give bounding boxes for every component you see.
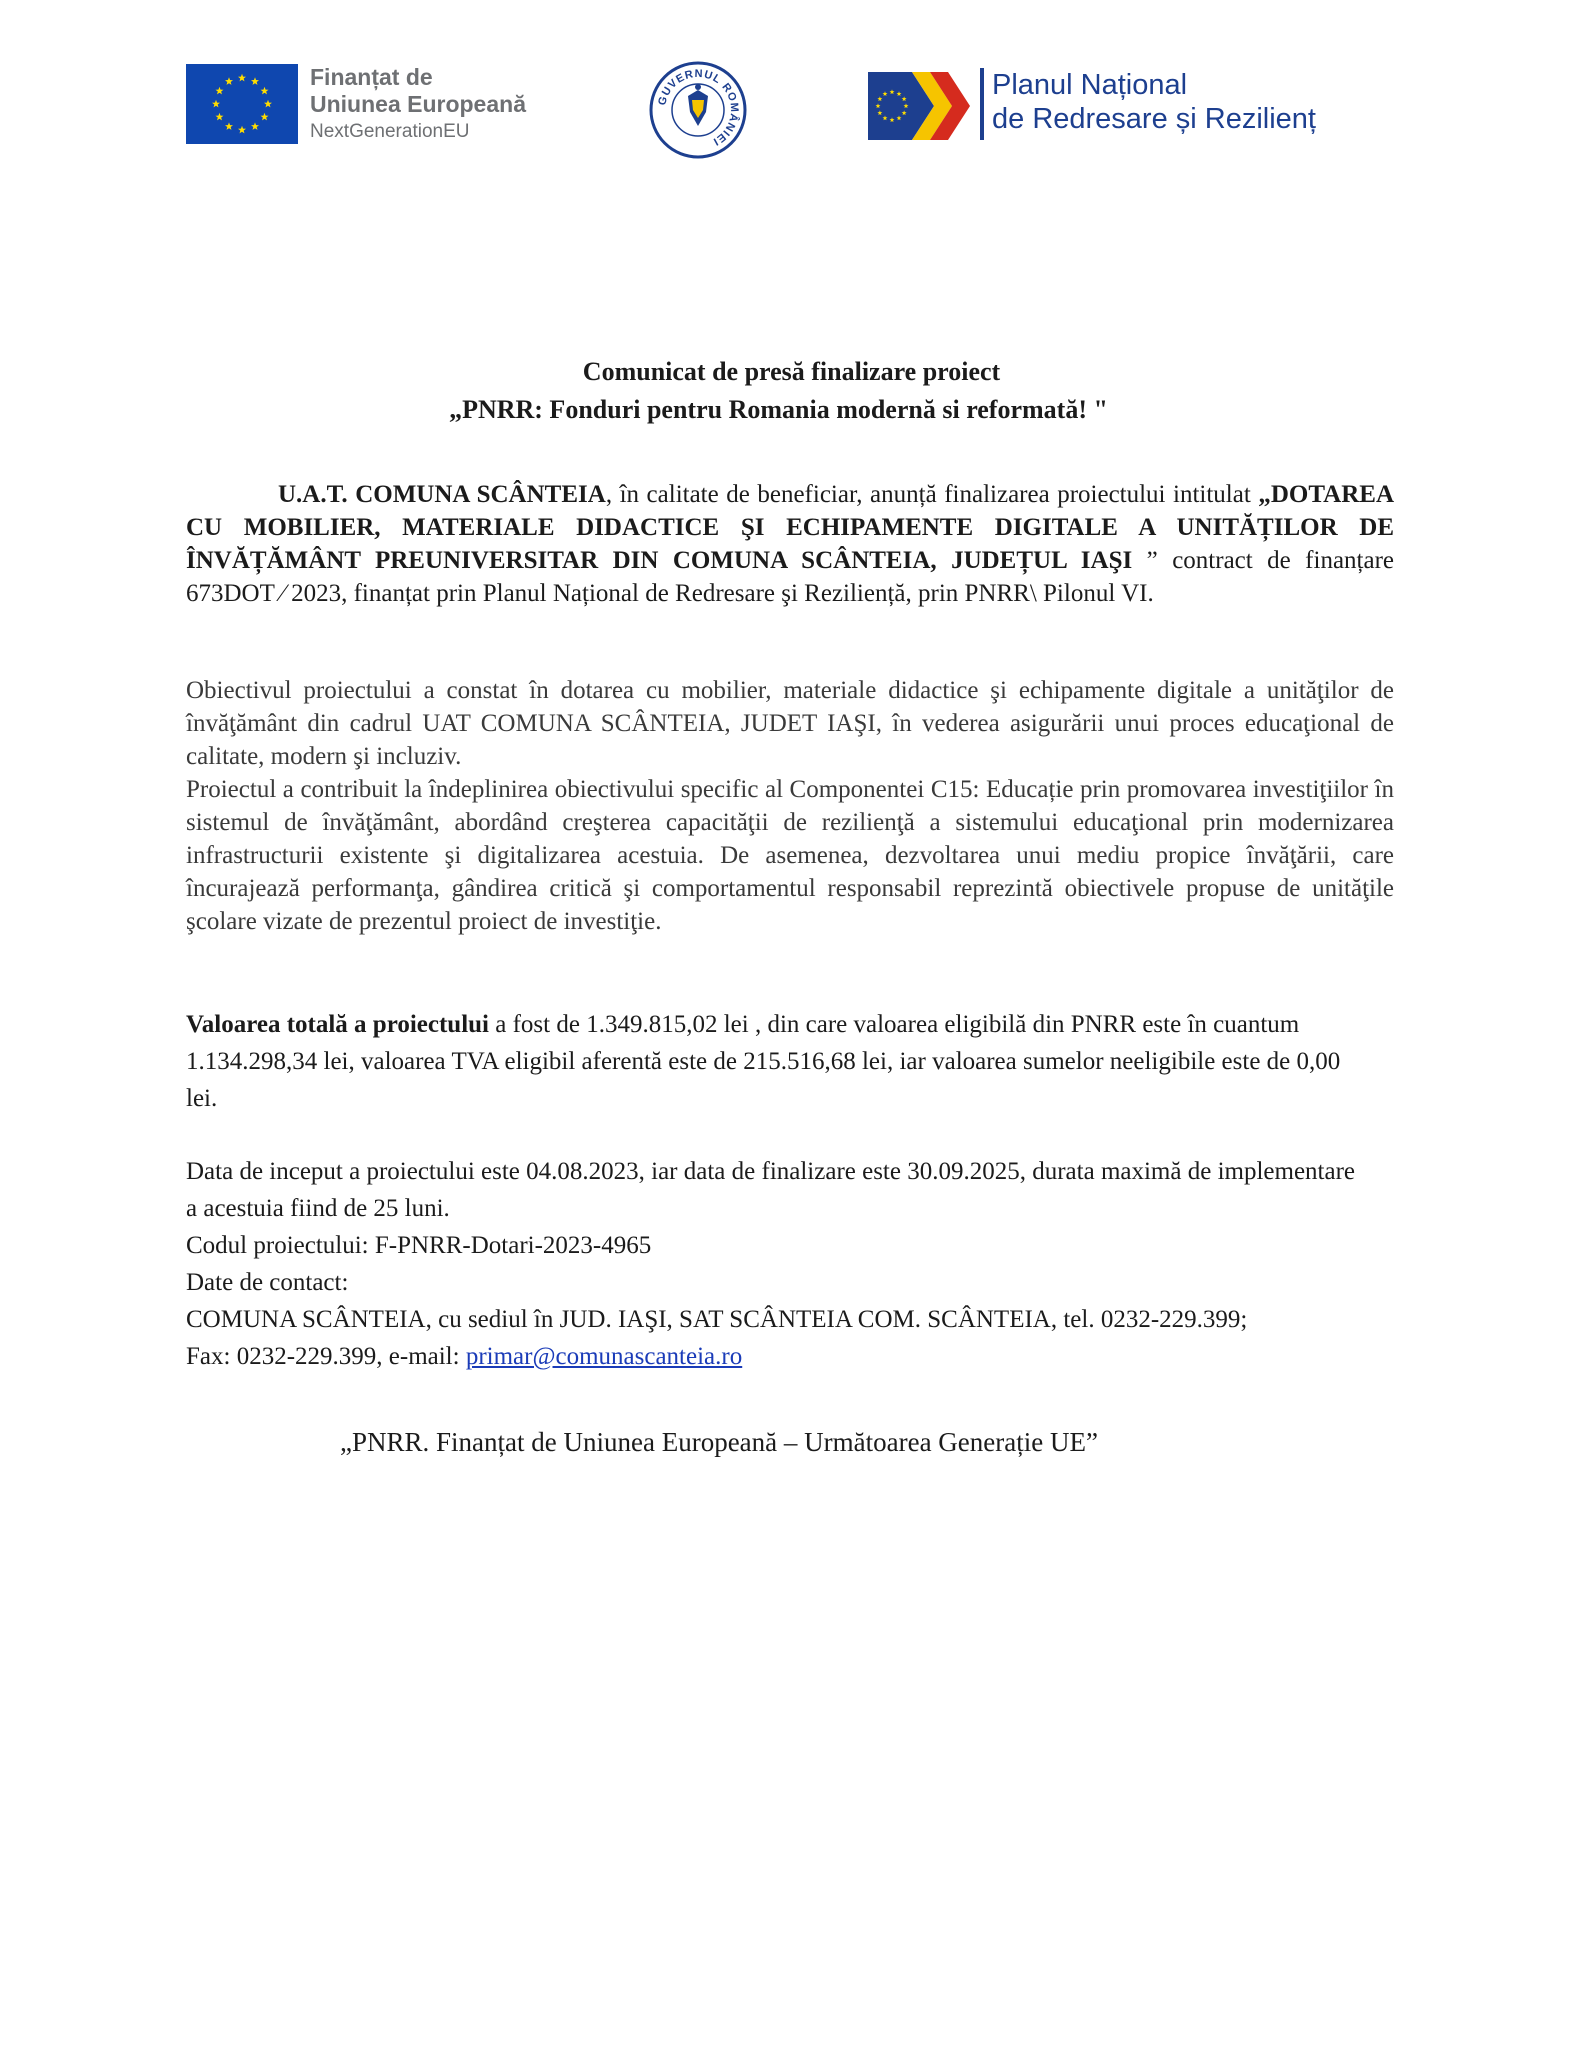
intro-paragraph (186, 478, 1394, 610)
pnrr-logo (868, 66, 1368, 146)
eu-star-icon (215, 87, 223, 95)
eu-star-icon (264, 100, 272, 108)
title-line-1: Comunicat de presă finalizare proiect (582, 357, 1001, 386)
eu-star-icon (261, 87, 269, 95)
eu-star-icon (215, 113, 223, 121)
eu-flag-icon (186, 64, 298, 144)
contact-email-link[interactable]: primar@comunascanteia.ro (465, 1343, 743, 1370)
eu-star-icon (251, 77, 259, 85)
pnrr-logo-text (992, 68, 1316, 136)
eu-star-icon (251, 122, 259, 130)
eu-logo-line3: NextGenerationEU (310, 121, 470, 142)
contact-address: COMUNA SCÂNTEIA, cu sediul în JUD. IAŞI, SAT SCÂNTEIA COM. SCÂNTEIA, tel. 0232-229.399; (186, 1306, 1248, 1333)
eu-star-icon (225, 122, 233, 130)
eu-star-icon (238, 74, 246, 82)
eu-funding-logo (186, 64, 536, 144)
eu-star-icon (238, 126, 246, 134)
dates-text: Data de inceput a proiectului este 04.08.2023, iar data de finalizare este 30.09.2025, durata maximă de implementare a acestuia fiind de 25 luni. (186, 1158, 1356, 1222)
title-line-2: „PNRR: Fonduri pentru Romania modernă si reformată! " (449, 395, 1108, 424)
contact-heading: Date de contact: (186, 1269, 349, 1296)
press-release-title (0, 353, 1583, 429)
footer-slogan: „PNRR. Finanțat de Uniunea Europeană – Următoarea Generație UE” (340, 1427, 1098, 1457)
objective-paragraph (186, 674, 1394, 773)
dates-paragraph (186, 1153, 1366, 1227)
eu-star-icon (225, 77, 233, 85)
eu-logo-text (310, 64, 526, 145)
government-seal-logo (648, 60, 748, 160)
eu-logo-line2: Uniunea Europeană (310, 91, 526, 117)
intro-contract-text: ” contract de finanțare 673DOT ⁄ 2023, finanțat prin Planul Național de Redresare şi Reziliență, prin PNRR\ Pilonul VI. (186, 547, 1395, 607)
beneficiary-name: U.A.T. COMUNA SCÂNTEIA (278, 481, 606, 508)
pnrr-divider (980, 68, 984, 140)
project-title: „DOTAREA CU MOBILIER, MATERIALE DIDACTICE ŞI ECHIPAMENTE DIGITALE A UNITĂȚILOR DE ÎNVĂȚĂMÂNT PREUNIVERSITAR DIN COMUNA SCÂNTEIA, JUDEȚUL IAŞI (186, 481, 1395, 574)
eu-logo-line1: Finanțat de (310, 64, 433, 90)
pnrr-logo-line1: Planul Național (992, 69, 1188, 101)
pnrr-logo-line2: de Redresare și Rezilienț (992, 103, 1316, 135)
contact-fax-email (186, 1338, 1394, 1375)
contribution-text: Proiectul a contribuit la îndeplinirea obiectivului specific al Componentei C15: Educație prin promovarea investiţiilor în sistemul de învăţământ, abordând creşterea capacităţii de rezilienţă a sistemului educaţional prin modernizarea infrastructurii existente şi digitalizarea acestuia. De asemenea, dezvoltarea unui mediu propice învăţării, care încurajează performanţa, gândirea critică şi comportamentul responsabil reprezintă obiectivele propuse de unităţile şcolare vizate de prezentul proiect de investiţie. (186, 776, 1394, 935)
value-paragraph (186, 1006, 1346, 1117)
eu-star-icon (212, 100, 220, 108)
svg-text:GUVERNUL ROMÂNIEI: GUVERNUL ROMÂNIEI (656, 67, 741, 148)
objective-text: Obiectivul proiectului a constat în dotarea cu mobilier, materiale didactice şi echipamente digitale a unităţilor de învăţământ din cadrul UAT COMUNA SCÂNTEIA, JUDET IAŞI, în vederea asigurării unui proces educaţional de calitate, modern şi incluziv. (186, 677, 1394, 770)
project-code: Codul proiectului: F-PNRR-Dotari-2023-4965 (186, 1232, 652, 1259)
government-seal-icon (648, 60, 748, 160)
contact-fax: Fax: 0232-229.399, e-mail: (186, 1343, 466, 1370)
contribution-paragraph (186, 773, 1394, 938)
eu-star-icon (261, 113, 269, 121)
intro-text: , în calitate de beneficiar, anunță finalizarea proiectului intitulat (605, 481, 1251, 508)
contact-block (186, 1227, 1394, 1375)
pnrr-mark-icon (868, 72, 972, 140)
value-text: a fost de 1.349.815,02 lei , din care valoarea eligibilă din PNRR este în cuantum 1.134.298,34 lei, valoarea TVA eligibil aferentă este de 215.516,68 lei, iar valoarea sumelor neeligibile este de 0,00 lei. (186, 1011, 1341, 1112)
value-label: Valoarea totală a proiectului (186, 1011, 490, 1038)
